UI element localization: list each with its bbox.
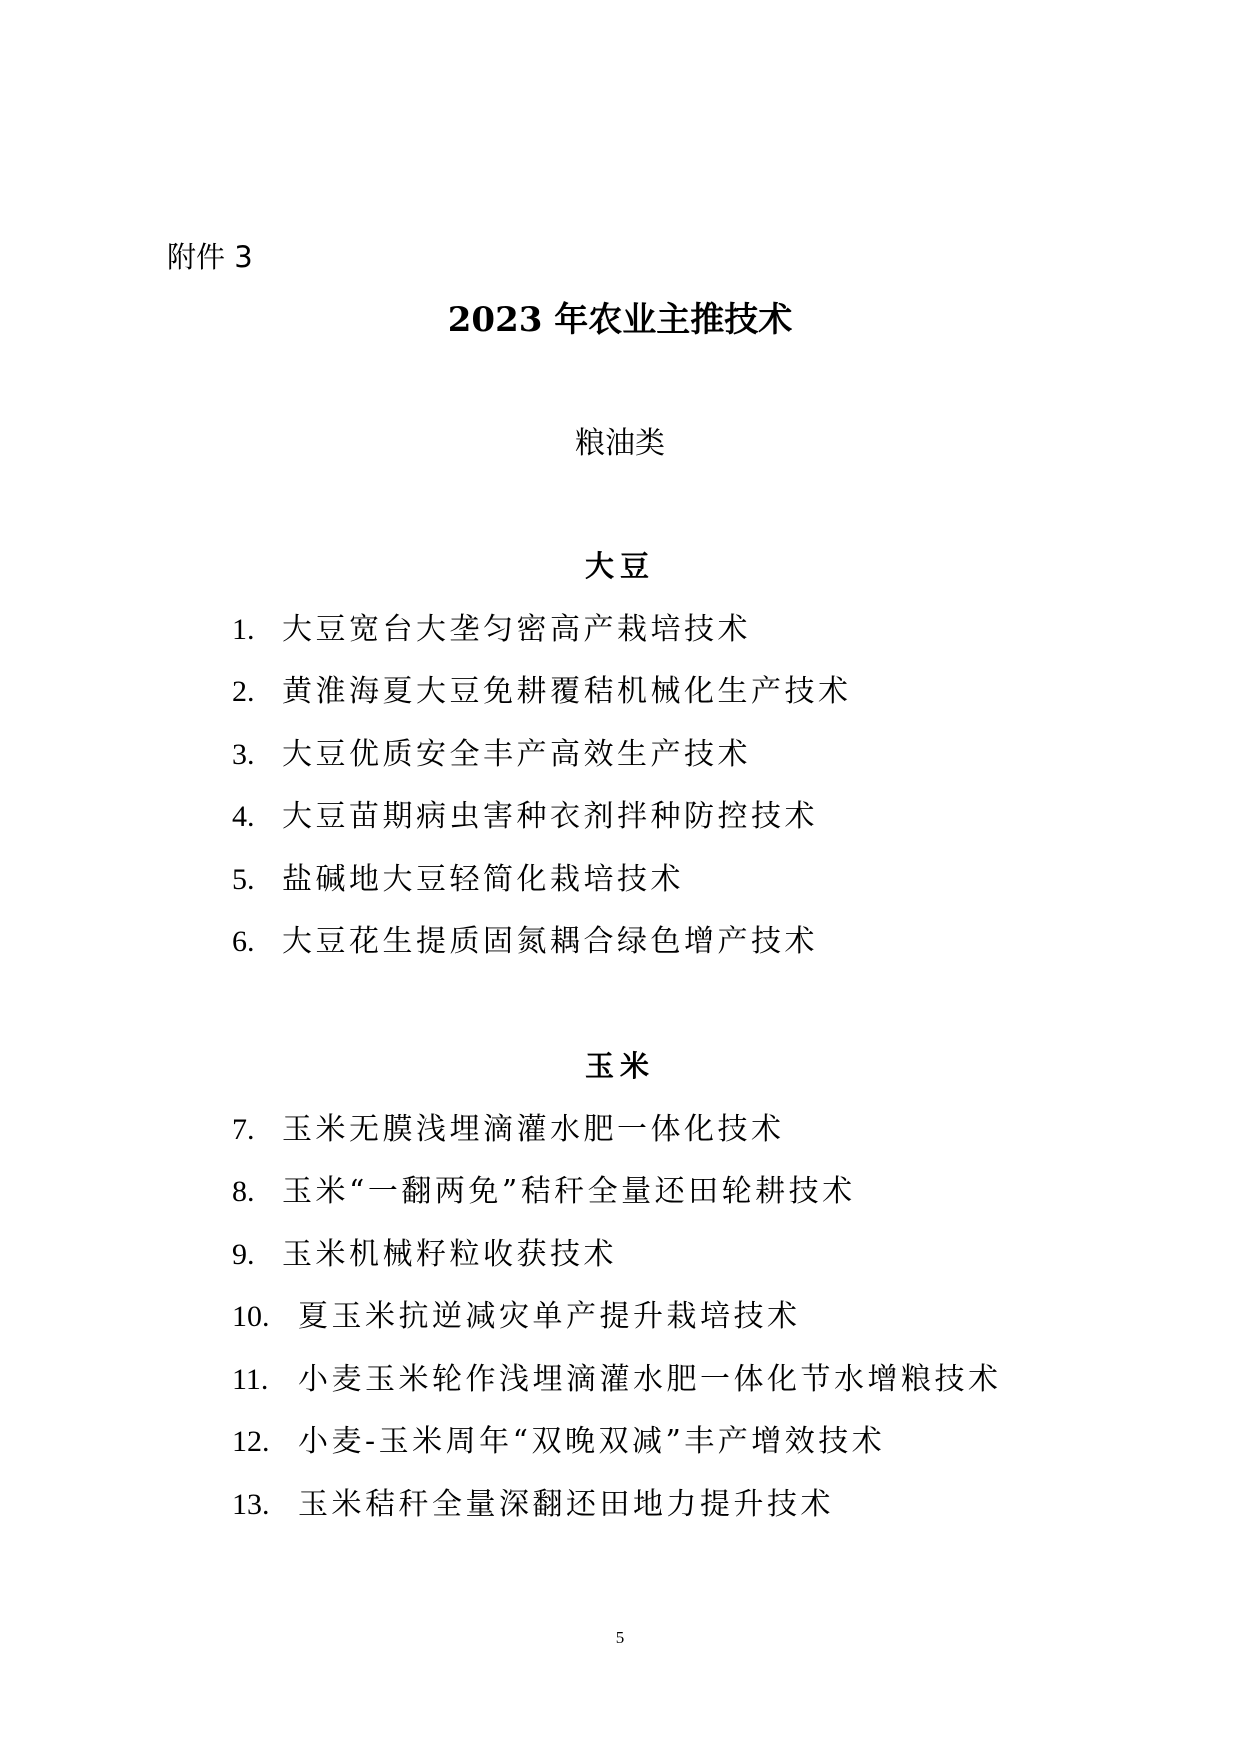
attachment-label: 附件 3	[167, 240, 253, 274]
item-number: 4.	[232, 800, 255, 833]
list-item	[232, 1109, 785, 1151]
item-text: 大豆优质安全丰产高效生产技术	[282, 737, 751, 772]
item-text: 玉米“一翻两免”秸秆全量还田轮耕技术	[282, 1174, 856, 1209]
list-item	[232, 1296, 801, 1338]
item-text: 夏玉米抗逆减灾单产提升栽培技术	[298, 1299, 801, 1334]
item-text: 大豆花生提质固氮耦合绿色增产技术	[282, 924, 818, 959]
section-heading-corn: 玉米	[584, 1049, 655, 1083]
item-text: 小麦-玉米周年“双晚双减”丰产增效技术	[298, 1424, 886, 1459]
document-title: 2023 年农业主推技术	[447, 300, 793, 340]
item-number: 8.	[232, 1175, 255, 1208]
list-item	[232, 1484, 834, 1526]
list-item	[232, 796, 818, 838]
item-text: 玉米无膜浅埋滴灌水肥一体化技术	[282, 1112, 785, 1147]
list-item	[232, 1359, 1002, 1401]
page-number: 5	[615, 1628, 625, 1647]
item-number: 10.	[232, 1300, 270, 1333]
list-item	[232, 1171, 856, 1213]
item-number: 6.	[232, 925, 255, 958]
item-text: 黄淮海夏大豆免耕覆秸机械化生产技术	[282, 674, 852, 709]
section-heading-soybean: 大豆	[584, 549, 655, 583]
item-number: 7.	[232, 1113, 255, 1146]
item-number: 1.	[232, 613, 255, 646]
item-text: 玉米机械籽粒收获技术	[282, 1237, 617, 1272]
list-item	[232, 921, 818, 963]
item-text: 大豆宽台大垄匀密高产栽培技术	[282, 612, 751, 647]
list-item	[232, 609, 751, 651]
list-item	[232, 671, 852, 713]
item-number: 3.	[232, 738, 255, 771]
item-text: 玉米秸秆全量深翻还田地力提升技术	[298, 1487, 834, 1522]
category-heading: 粮油类	[575, 426, 665, 461]
item-number: 5.	[232, 863, 255, 896]
item-number: 12.	[232, 1425, 270, 1458]
list-item	[232, 1234, 617, 1276]
item-text: 小麦玉米轮作浅埋滴灌水肥一体化节水增粮技术	[298, 1362, 1002, 1397]
item-number: 2.	[232, 675, 255, 708]
item-number: 11.	[232, 1363, 269, 1396]
item-number: 13.	[232, 1488, 270, 1521]
list-item	[232, 734, 751, 776]
item-text: 大豆苗期病虫害种衣剂拌种防控技术	[282, 799, 818, 834]
list-item	[232, 859, 684, 901]
list-item	[232, 1421, 885, 1463]
item-number: 9.	[232, 1238, 255, 1271]
item-text: 盐碱地大豆轻简化栽培技术	[282, 862, 684, 897]
